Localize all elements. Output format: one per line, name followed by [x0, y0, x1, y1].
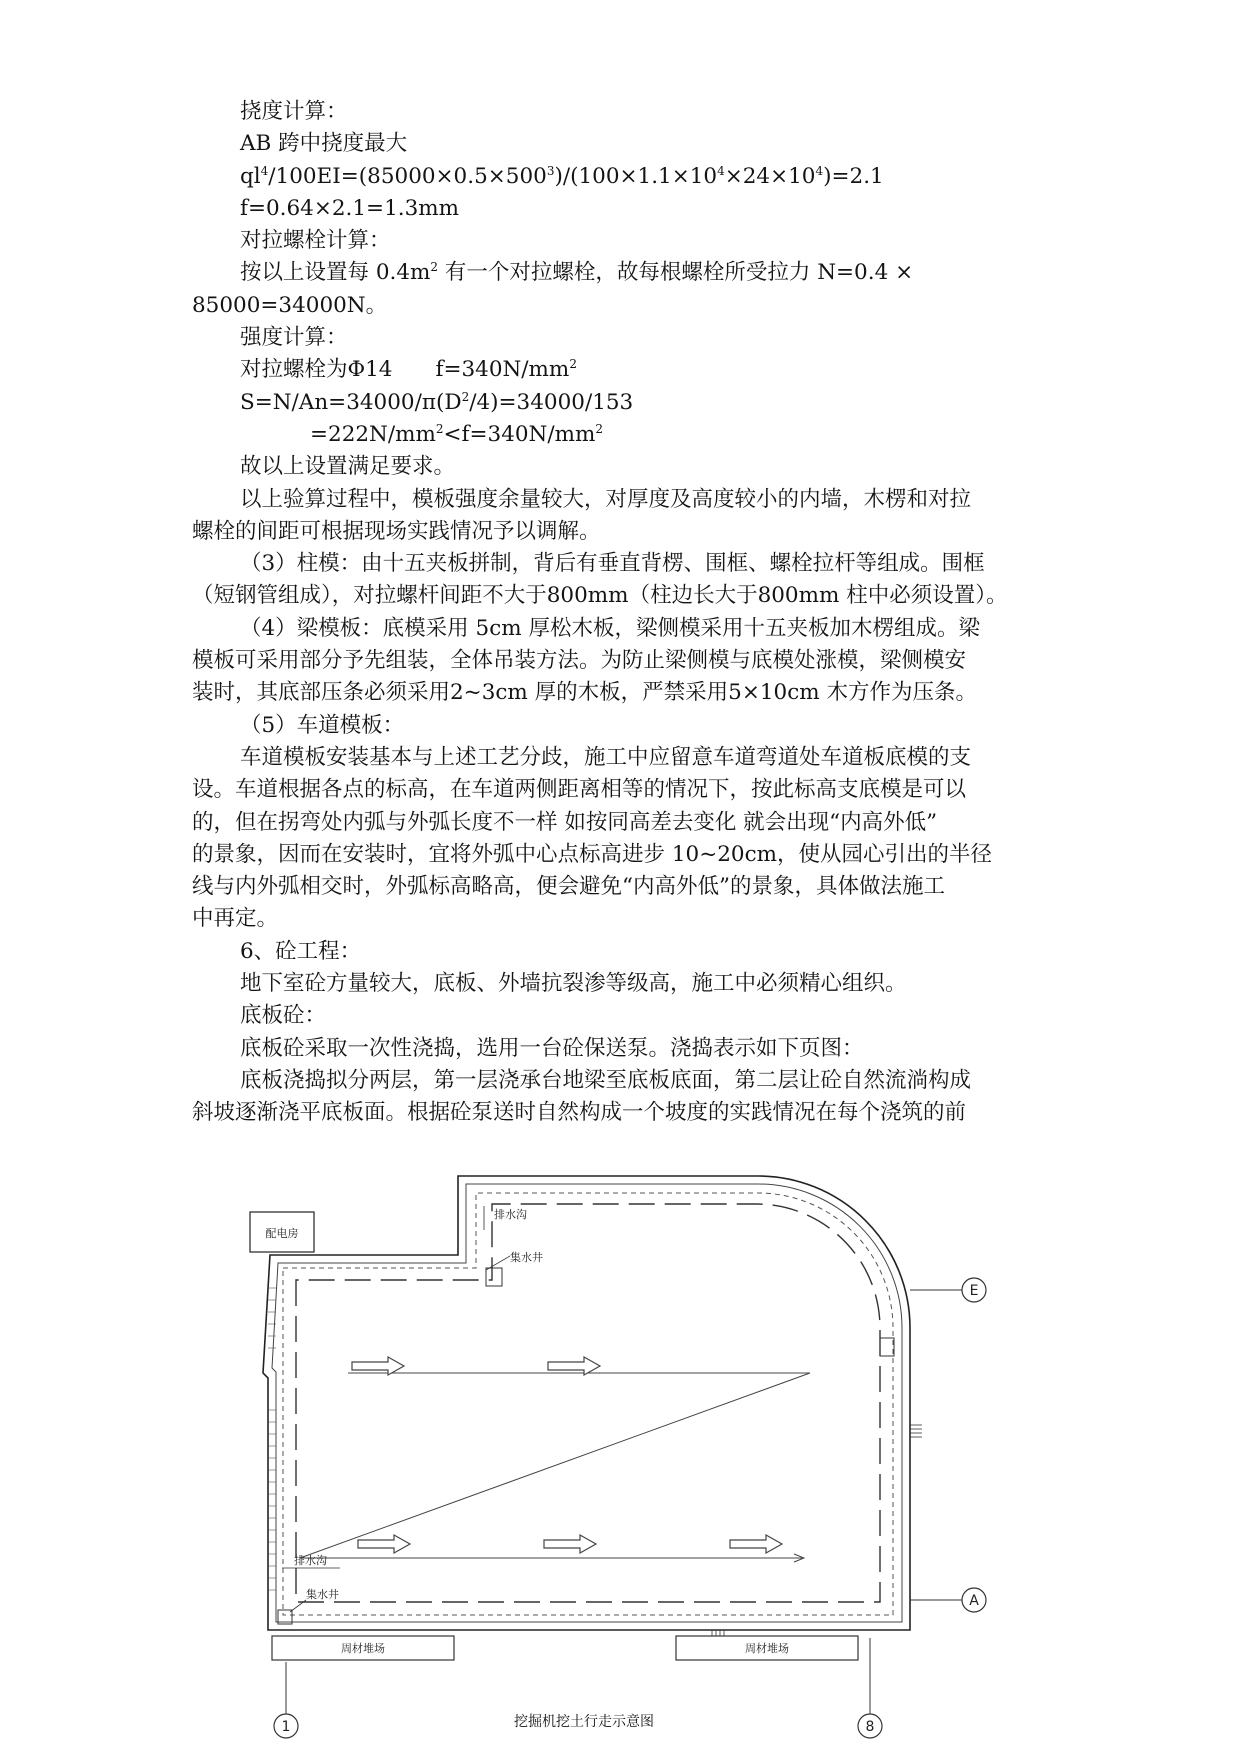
storage-yard-right-label: 周材堆场: [745, 1642, 789, 1655]
formula-part: ql: [240, 163, 261, 189]
drain-ditch-line: [283, 1193, 893, 1615]
direction-arrow: [358, 1535, 410, 1553]
paragraph-line: [192, 257, 1062, 289]
excavator-route-diagram: [0, 1160, 1241, 1754]
paragraph-line: 挠度计算：: [240, 99, 348, 124]
direction-arrow: [548, 1357, 600, 1375]
formula-line: [192, 161, 1062, 193]
paragraph-line: 对拉螺栓计算：: [240, 228, 391, 254]
paragraph-line: 装时，其底部压条必须采用2~3cm 厚的木板，严禁采用5×10cm 木方作为压条。: [192, 680, 977, 706]
sump-label-bottom: 集水井: [306, 1588, 339, 1601]
formula-part: )/(100×1.1×10: [554, 163, 718, 189]
paragraph-line: 底板砼采取一次性浇捣，选用一台砼保送泵。浇捣表示如下页图：: [240, 1035, 864, 1061]
superscript: 2: [569, 357, 577, 372]
formula-line: f=0.64×2.1=1.3mm: [240, 195, 460, 221]
formula-part: /100EI=(85000×0.5×500: [268, 163, 547, 189]
paragraph-line: （3）柱模：由十五夹板拼制，背后有垂直背楞、围框、螺栓拉杆等组成。围框: [240, 551, 985, 577]
paragraph-line: 故以上设置满足要求。: [240, 454, 456, 480]
paragraph-line: 底板砼：: [240, 1003, 327, 1029]
drain-ditch-label-top: 排水沟: [494, 1208, 527, 1221]
axis-label-a: A: [969, 1593, 979, 1609]
paragraph-line: 模板可采用部分予先组装，全体吊装方法。为防止梁侧模与底模处涨模，梁侧模安: [192, 648, 967, 674]
sump-label-top: 集水井: [510, 1251, 543, 1264]
section-heading: 6、砼工程：: [240, 938, 362, 964]
formula-line: [192, 387, 1062, 419]
direction-arrow: [544, 1535, 596, 1553]
paragraph-line: AB 跨中挠度最大: [240, 131, 408, 157]
axis-label-1: 1: [281, 1719, 291, 1735]
superscript: 2: [430, 260, 439, 275]
superscript: 2: [461, 389, 470, 404]
paragraph-line: （短钢管组成），对拉螺杆间距不大于800mm（柱边长大于800mm 柱中必须设置）。: [192, 583, 1008, 609]
wall-detail: [880, 1338, 894, 1356]
formula-part: S=N/An=34000/π(D: [240, 389, 462, 415]
paragraph-line: 螺栓的间距可根据现场实践情况予以调解。: [192, 518, 601, 544]
direction-arrow: [730, 1535, 782, 1553]
inner-wall-outline: [272, 1184, 902, 1622]
paragraph-line: 的，但在拐弯处内弧与外弧长度不一样 如按同高差去变化 就会出现“内高外低”: [192, 809, 938, 835]
superscript: 3: [546, 163, 555, 178]
text-part: 按以上设置每 0.4m: [240, 260, 431, 286]
ramp-hatch-right: [910, 1425, 922, 1437]
formula-part: 对拉螺栓为Φ14 f=340N/mm: [240, 357, 570, 383]
superscript: 2: [435, 421, 444, 436]
paragraph-line: 线与内外弧相交时，外弧标高略高，便会避免“内高外低”的景象，具体做法施工: [192, 874, 945, 900]
superscript: 4: [260, 163, 269, 178]
formula-part: <f=340N/mm: [443, 421, 596, 447]
formula-part: )=2.1: [823, 163, 884, 189]
superscript: 4: [717, 163, 725, 178]
paragraph-line: 强度计算：: [240, 325, 348, 351]
paragraph-line: 以上验算过程中，模板强度余量较大，对厚度及高度较小的内墙，木楞和对拉: [240, 486, 972, 512]
drain-ditch-label-bottom: 排水沟: [294, 1554, 327, 1567]
paragraph-line: （5）车道模板：: [240, 712, 405, 738]
axis-label-8: 8: [865, 1719, 875, 1735]
paragraph-line: （4）梁模板：底模采用 5cm 厚松木板，梁侧模采用十五夹板加木楞组成。梁: [240, 615, 980, 641]
paragraph-line: 车道模板安装基本与上述工艺分歧，施工中应留意车道弯道处车道板底模的支: [240, 744, 972, 770]
formula-part: /4)=34000/153: [469, 389, 634, 415]
text-part: 有一个对拉螺栓，故每根螺栓所受拉力 N=0.4 ×: [438, 260, 914, 286]
outer-wall-outline: [263, 1176, 910, 1630]
storage-yard-left-label: 周材堆场: [341, 1642, 385, 1655]
formula-line: [192, 354, 1062, 386]
paragraph-line: 设。车道根据各点的标高，在车道两侧距离相等的情况下，按此标高支底模是可以: [192, 777, 967, 803]
formula-part: =222N/mm: [310, 421, 436, 447]
direction-arrow: [352, 1357, 404, 1375]
superscript: 4: [815, 163, 824, 178]
paragraph-line: 的景象，因而在安装时，宜将外弧中心点标高进步 10~20cm，使从园心引出的半径: [192, 841, 992, 867]
formula-part: ×24×10: [724, 163, 816, 189]
superscript: 2: [595, 421, 604, 436]
paragraph-line: 85000=34000N。: [192, 292, 388, 318]
paragraph-line: 地下室砼方量较大，底板、外墙抗裂渗等级高，施工中必须精心组织。: [240, 971, 907, 997]
figure-caption: 挖掘机挖土行走示意图: [514, 1714, 654, 1730]
route-line-diagonal: [300, 1373, 810, 1558]
paragraph-line: 底板浇捣拟分两层，第一层浇承台地梁至底板底面，第二层让砼自然流淌构成: [240, 1067, 972, 1093]
paragraph-line: 中再定。: [192, 906, 279, 932]
formula-line: [192, 419, 1062, 451]
substation-label: 配电房: [265, 1227, 299, 1240]
body-text: [192, 96, 1062, 1130]
axis-label-e: E: [969, 1283, 979, 1299]
wall-hatch-left: [268, 1288, 276, 1590]
paragraph-line: 斜坡逐渐浇平底板面。根据砼泵送时自然构成一个坡度的实践情况在每个浇筑的前: [192, 1100, 967, 1126]
sump-top: [486, 1268, 502, 1286]
